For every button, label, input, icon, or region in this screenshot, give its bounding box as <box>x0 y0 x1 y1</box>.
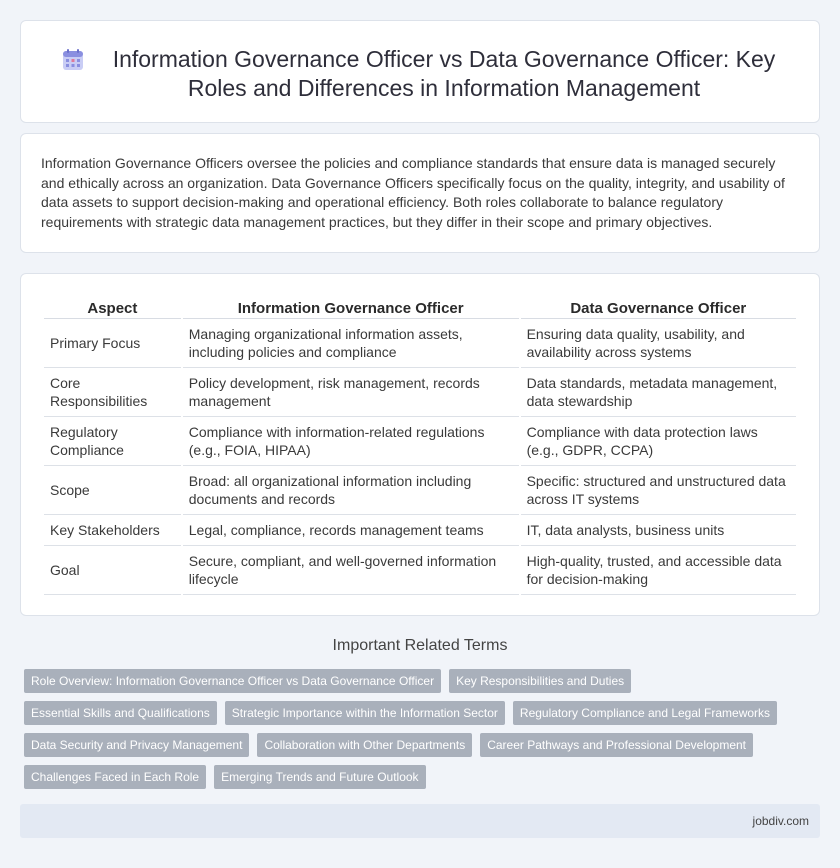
calendar-grid-icon <box>61 48 85 72</box>
intro-paragraph: Information Governance Officers oversee the policies and compliance standards that ensure data is managed securely and ethically across an organization. Data Governance Officers specifically focus on the quality, integrity, and usability of data assets to support decision-making and operational efficiency. Both roles collaborate to balance regulatory requirements with strategic data management practices, but they differ in their scope and primary objectives. <box>41 155 785 230</box>
related-term-tag[interactable]: Role Overview: Information Governance Officer vs Data Governance Officer <box>24 669 441 693</box>
related-terms-list <box>24 669 804 789</box>
table-row <box>44 515 796 546</box>
row-dgo-value: IT, data analysts, business units <box>521 515 796 546</box>
header-information-governance-officer: Information Governance Officer <box>183 296 519 319</box>
related-term-tag[interactable]: Challenges Faced in Each Role <box>24 765 206 789</box>
row-aspect: Scope <box>44 466 181 515</box>
row-aspect: Primary Focus <box>44 319 181 368</box>
intro-card <box>20 133 820 253</box>
row-igo-value: Managing organizational information assets, including policies and compliance <box>183 319 519 368</box>
title-wrap <box>21 21 819 103</box>
related-term-tag[interactable]: Essential Skills and Qualifications <box>24 701 217 725</box>
row-igo-value: Compliance with information-related regulations (e.g., FOIA, HIPAA) <box>183 417 519 466</box>
row-igo-value: Legal, compliance, records management teams <box>183 515 519 546</box>
comparison-table <box>42 296 798 595</box>
related-term-tag[interactable]: Career Pathways and Professional Development <box>480 733 753 757</box>
related-term-tag[interactable]: Emerging Trends and Future Outlook <box>214 765 425 789</box>
related-term-tag[interactable]: Data Security and Privacy Management <box>24 733 249 757</box>
row-aspect: Goal <box>44 546 181 595</box>
related-term-tag[interactable]: Regulatory Compliance and Legal Frameworks <box>513 701 777 725</box>
footer-site-link[interactable]: jobdiv.com <box>752 814 809 828</box>
row-dgo-value: Specific: structured and unstructured data across IT systems <box>521 466 796 515</box>
page-title: Information Governance Officer vs Data Governance Officer: Key Roles and Differences in Information Management <box>112 46 776 101</box>
row-aspect: Key Stakeholders <box>44 515 181 546</box>
footer <box>20 804 820 838</box>
row-igo-value: Policy development, risk management, records management <box>183 368 519 417</box>
row-aspect: Core Responsibilities <box>44 368 181 417</box>
row-igo-value: Secure, compliant, and well-governed information lifecycle <box>183 546 519 595</box>
table-row <box>44 546 796 595</box>
related-term-tag[interactable]: Key Responsibilities and Duties <box>449 669 631 693</box>
row-dgo-value: Compliance with data protection laws (e.g., GDPR, CCPA) <box>521 417 796 466</box>
row-dgo-value: High-quality, trusted, and accessible data for decision-making <box>521 546 796 595</box>
header-aspect: Aspect <box>44 296 181 319</box>
table-row <box>44 466 796 515</box>
row-dgo-value: Ensuring data quality, usability, and availability across systems <box>521 319 796 368</box>
row-aspect: Regulatory Compliance <box>44 417 181 466</box>
table-header-row <box>44 296 796 319</box>
row-igo-value: Broad: all organizational information including documents and records <box>183 466 519 515</box>
related-term-tag[interactable]: Collaboration with Other Departments <box>257 733 472 757</box>
table-row <box>44 368 796 417</box>
comparison-card <box>20 273 820 616</box>
table-row <box>44 417 796 466</box>
header-data-governance-officer: Data Governance Officer <box>521 296 796 319</box>
related-term-tag[interactable]: Strategic Importance within the Information Sector <box>225 701 505 725</box>
title-card <box>20 20 820 123</box>
row-dgo-value: Data standards, metadata management, data stewardship <box>521 368 796 417</box>
table-row <box>44 319 796 368</box>
related-terms-heading: Important Related Terms <box>332 637 508 654</box>
